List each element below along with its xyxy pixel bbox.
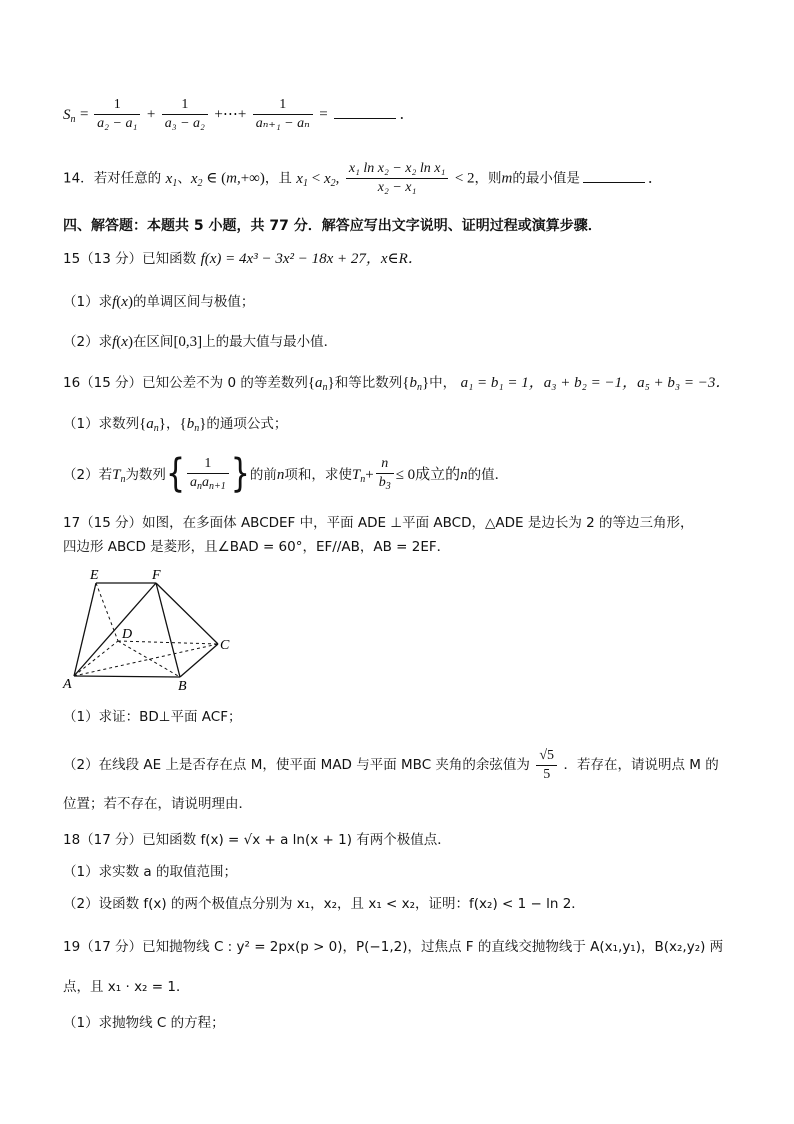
section-4-title: 四、解答题：本题共 5 小题，共 77 分．解答应写出文字说明、证明过程或演算步骤． (63, 218, 602, 234)
q16-p2-text1: 为数列 (125, 467, 166, 483)
question-18 (63, 830, 451, 850)
diagonal-AC-hidden (74, 644, 218, 676)
question-16: 16（15 分）已知公差不为 0 的等差数列$\{a_n\}$和等比数列$\{b_n\}$中， a₁ = b₁ = 1，a₃ + b₂ = −1，a₅ + b₃ = −3． (63, 375, 731, 393)
q19-p1: （1）求抛物线 C 的方程； (63, 1015, 225, 1031)
q16-part2: （2）若$T_n$为数列{ $\frac{1}{a_na_{n+1}}$ }的前n项和，求使$T_n+$ $\frac{n}{b_3}$ ≤ 0成立的n的值． (63, 451, 509, 498)
term2-den: a₃ − a₂ (162, 114, 208, 133)
edge-EA (74, 583, 96, 676)
q14-text4: 的最小值是 (512, 170, 580, 187)
q16-p1-label: （1）求数列 (63, 416, 140, 432)
term3-num: 1 (279, 97, 287, 112)
label-A: A (63, 677, 72, 692)
q19-line1: 19（17 分）已知抛物线 C : y² = 2px(p > 0)，P(−1,2)，过焦点 F 的直线交抛物线于 A(x₁,y₁)，B(x₂,y₂) 两 (63, 939, 724, 955)
q17-line1: 17（15 分）如图，在多面体 ABCDEF 中，平面 ADE ⊥平面 ABCD，△ADE 是边长为 2 的等边三角形， (63, 515, 694, 531)
edge-FB (156, 583, 180, 677)
edge-ED-hidden (96, 583, 118, 641)
q14-answer-blank (583, 170, 645, 183)
q15-interval: [0,3] (173, 334, 203, 350)
q16-p2-label: （2）若 (63, 467, 113, 483)
q17-frac-den: 5 (536, 765, 557, 784)
term1-num: 1 (113, 97, 121, 112)
question-15 (63, 249, 423, 269)
edge-FA (74, 583, 156, 676)
answer-blank (334, 106, 396, 119)
q16-sequence-fraction: $\frac{1}{a_na_{n+1}}$ (187, 455, 229, 496)
q17-part2 (63, 745, 719, 785)
q15-p1-text: 的单调区间与极值； (132, 294, 255, 310)
diagonal-DB-hidden (118, 641, 180, 677)
q14-text1: 若对任意的 (93, 170, 162, 187)
question-14: 14．若对任意的 $x_1$、$x_2$ ∈ (m,+∞)，且 $x_1 < x_2$, $\frac{\text{x₁ ln x₂ − x₂ ln x₁}}{\text{x₂ − x₁}}$ < 2，则m的最小值是 ． (63, 161, 663, 195)
q14-number: 14． (63, 170, 94, 187)
q18-part2 (63, 894, 585, 914)
q16-p2-text5: 的值． (467, 467, 509, 483)
question-17-line1 (63, 513, 694, 533)
question-17-line2 (63, 537, 450, 557)
q15-part1: （1）求f(x)的单调区间与极值； (63, 294, 255, 310)
q16-p2-text3: 项和，求使 (284, 467, 352, 483)
question-19-line1 (63, 937, 723, 957)
q14-fraction (346, 160, 449, 197)
label-E: E (90, 568, 99, 583)
q16-p2-text2: 的前 (249, 467, 277, 483)
q15-label: 15（13 分）已知函数 (63, 251, 197, 267)
q18-p1: （1）求实数 a 的取值范围； (63, 864, 237, 880)
label-D: D (122, 627, 133, 642)
q18-line1: 18（17 分）已知函数 f(x) = √x + a ln(x + 1) 有两个极值点． (63, 832, 451, 848)
q17-p2-a: （2）在线段 AE 上是否存在点 M，使平面 MAD 与平面 MBC 夹角的余弦值为 (63, 757, 530, 773)
q19-line2: 点，且 x₁ · x₂ = 1． (63, 979, 190, 995)
q15-p2-text1: 在区间 (132, 334, 174, 350)
term3-fraction (253, 96, 313, 133)
q16-part1: （1）求数列$\{a_n\}$，$\{b_n\}$的通项公式； (63, 416, 288, 434)
q16-conditions: a₁ = b₁ = 1，a₃ + b₂ = −1，a₅ + b₃ = −3． (460, 375, 731, 391)
polyhedron-figure (60, 568, 240, 696)
term3-den: aₙ₊₁ − aₙ (253, 114, 313, 133)
edge-BC (180, 644, 218, 677)
q16-label: 16（15 分）已知公差不为 0 的等差数列 (63, 375, 308, 391)
q17-frac-num: √5 (539, 747, 555, 763)
q14-text3: ，则 (474, 170, 502, 187)
q15-p2-label: （2）求 (63, 334, 113, 350)
q13-sum-formula: $S_n$ = $\frac{1}{\text{a₂ − a₁}}$ + $\frac{1}{\text{a₃ − a₂}}$ +⋯+ $\frac{1}{\text{aₙ₊₁ − aₙ}}$ = ． (63, 97, 415, 131)
q17-part1 (63, 707, 242, 727)
term2-fraction (162, 96, 208, 133)
q19-part1 (63, 1013, 225, 1033)
q18-part1 (63, 862, 237, 882)
q14-frac-den: x₂ − x₁ (346, 178, 449, 197)
label-F: F (152, 568, 161, 583)
term1-den: a₂ − a₁ (94, 114, 140, 133)
q16-mid: 和等比数列 (334, 375, 403, 391)
q16-p1-text: 的通项公式； (206, 416, 288, 432)
edge-FC (156, 583, 218, 644)
edge-DC-hidden (118, 641, 218, 644)
q17-p2-c: 位置；若不存在，请说明理由． (63, 796, 252, 812)
s-n-symbol: $S_n$ (63, 106, 76, 125)
ellipsis: +⋯+ (214, 106, 247, 123)
term2-num: 1 (181, 97, 189, 112)
q17-p2-b: ．若存在，请说明点 M 的 (563, 757, 719, 773)
q15-formula: f(x) = 4x³ − 3x² − 18x + 27，x∈R． (200, 251, 423, 267)
label-B: B (178, 679, 187, 694)
q17-part2-cont (63, 794, 252, 814)
section-4-heading (63, 216, 602, 236)
q16-p2-text4: ≤ 0成立的 (395, 467, 461, 483)
q15-part2: （2）求f(x)在区间[0,3]上的最大值与最小值． (63, 334, 338, 350)
q15-p2-text2: 上的最大值与最小值． (202, 334, 338, 350)
q14-frac-num: x₁ ln x₂ − x₂ ln x₁ (348, 161, 446, 176)
edge-AB (74, 676, 180, 677)
q17-cos-fraction (536, 747, 557, 784)
term1-fraction (94, 96, 140, 133)
q15-p1-label: （1）求 (63, 294, 113, 310)
q16-n-over-b3: $\frac{n}{b_3}$ (376, 455, 394, 496)
q14-text2: ，且 (264, 170, 292, 187)
q17-line2: 四边形 ABCD 是菱形，且∠BAD = 60°，EF//AB，AB = 2EF． (63, 539, 451, 555)
label-C: C (220, 638, 230, 653)
q18-p2: （2）设函数 f(x) 的两个极值点分别为 x₁，x₂，且 x₁ < x₂，证明：f(x₂) < 1 − ln 2． (63, 896, 585, 912)
question-19-line2 (63, 977, 189, 997)
q17-p1: （1）求证：BD⊥平面 ACF； (63, 709, 242, 725)
q16-tail: 中， (429, 375, 457, 391)
